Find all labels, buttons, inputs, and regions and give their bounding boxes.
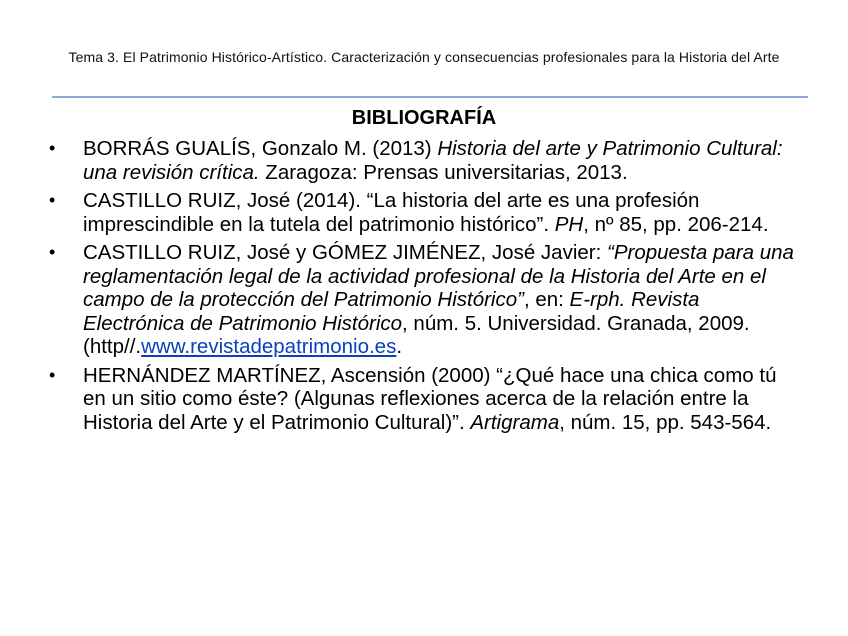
entry-journal: E-rph. Revista Electrónica de Patrimonio Histórico: [83, 288, 700, 335]
entry-publication: , núm. 5. Universidad. Granada, 2009. (http//.: [83, 311, 750, 358]
bullet-icon: •: [49, 190, 56, 210]
bibliography-entry: [44, 189, 804, 236]
entry-author: BORRÁS GUALÍS, Gonzalo M. (2013): [83, 137, 438, 160]
slide-header-title: Tema 3. El Patrimonio Histórico-Artístico. Caracterización y consecuencias profesionales para la Historia del Arte: [68, 49, 780, 65]
entry-author-title: CASTILLO RUIZ, José (2014). “La historia del arte es una profesión imprescindible en la tutela del patrimonio histórico”.: [83, 189, 700, 236]
bibliography-list: [44, 137, 804, 439]
section-title: BIBLIOGRAFÍA: [351, 107, 497, 129]
entry-journal: PH: [554, 212, 584, 236]
header-divider: [52, 96, 808, 98]
journal-website-link[interactable]: www.revistadepatrimonio.es: [141, 335, 397, 358]
entry-publication: , nº 85, pp. 206-214.: [583, 212, 769, 236]
entry-author-title: HERNÁNDEZ MARTÍNEZ, Ascensión (2000) “¿Qué hace una chica como tú en un sitio como éste? (Algunas reflexiones acerca de la relación entre la Historia del Arte y el Patrimonio Cultural)”.: [83, 363, 777, 434]
bibliography-entry: [44, 364, 804, 435]
entry-author: CASTILLO RUIZ, José y GÓMEZ JIMÉNEZ, José Javier:: [83, 241, 607, 264]
entry-journal: Artigrama: [470, 410, 560, 434]
entry-title: Historia del arte y Patrimonio Cultural: una revisión crítica.: [83, 137, 783, 184]
bibliography-entry: [44, 137, 804, 184]
entry-publication: , núm. 15, pp. 543-564.: [559, 410, 772, 434]
bibliography-entry: [44, 241, 804, 359]
entry-publication: Zaragoza: Prensas universitarias, 2013.: [259, 160, 628, 184]
bullet-icon: •: [49, 364, 56, 385]
entry-title: “Propuesta para una reglamentación legal de la actividad profesional de la Historia del Arte en el campo de la protección del Patrimonio Histórico”: [83, 241, 794, 311]
bullet-icon: •: [49, 138, 56, 158]
entry-end: .: [396, 335, 403, 358]
bullet-icon: •: [49, 242, 56, 262]
entry-connector: , en:: [523, 288, 570, 311]
